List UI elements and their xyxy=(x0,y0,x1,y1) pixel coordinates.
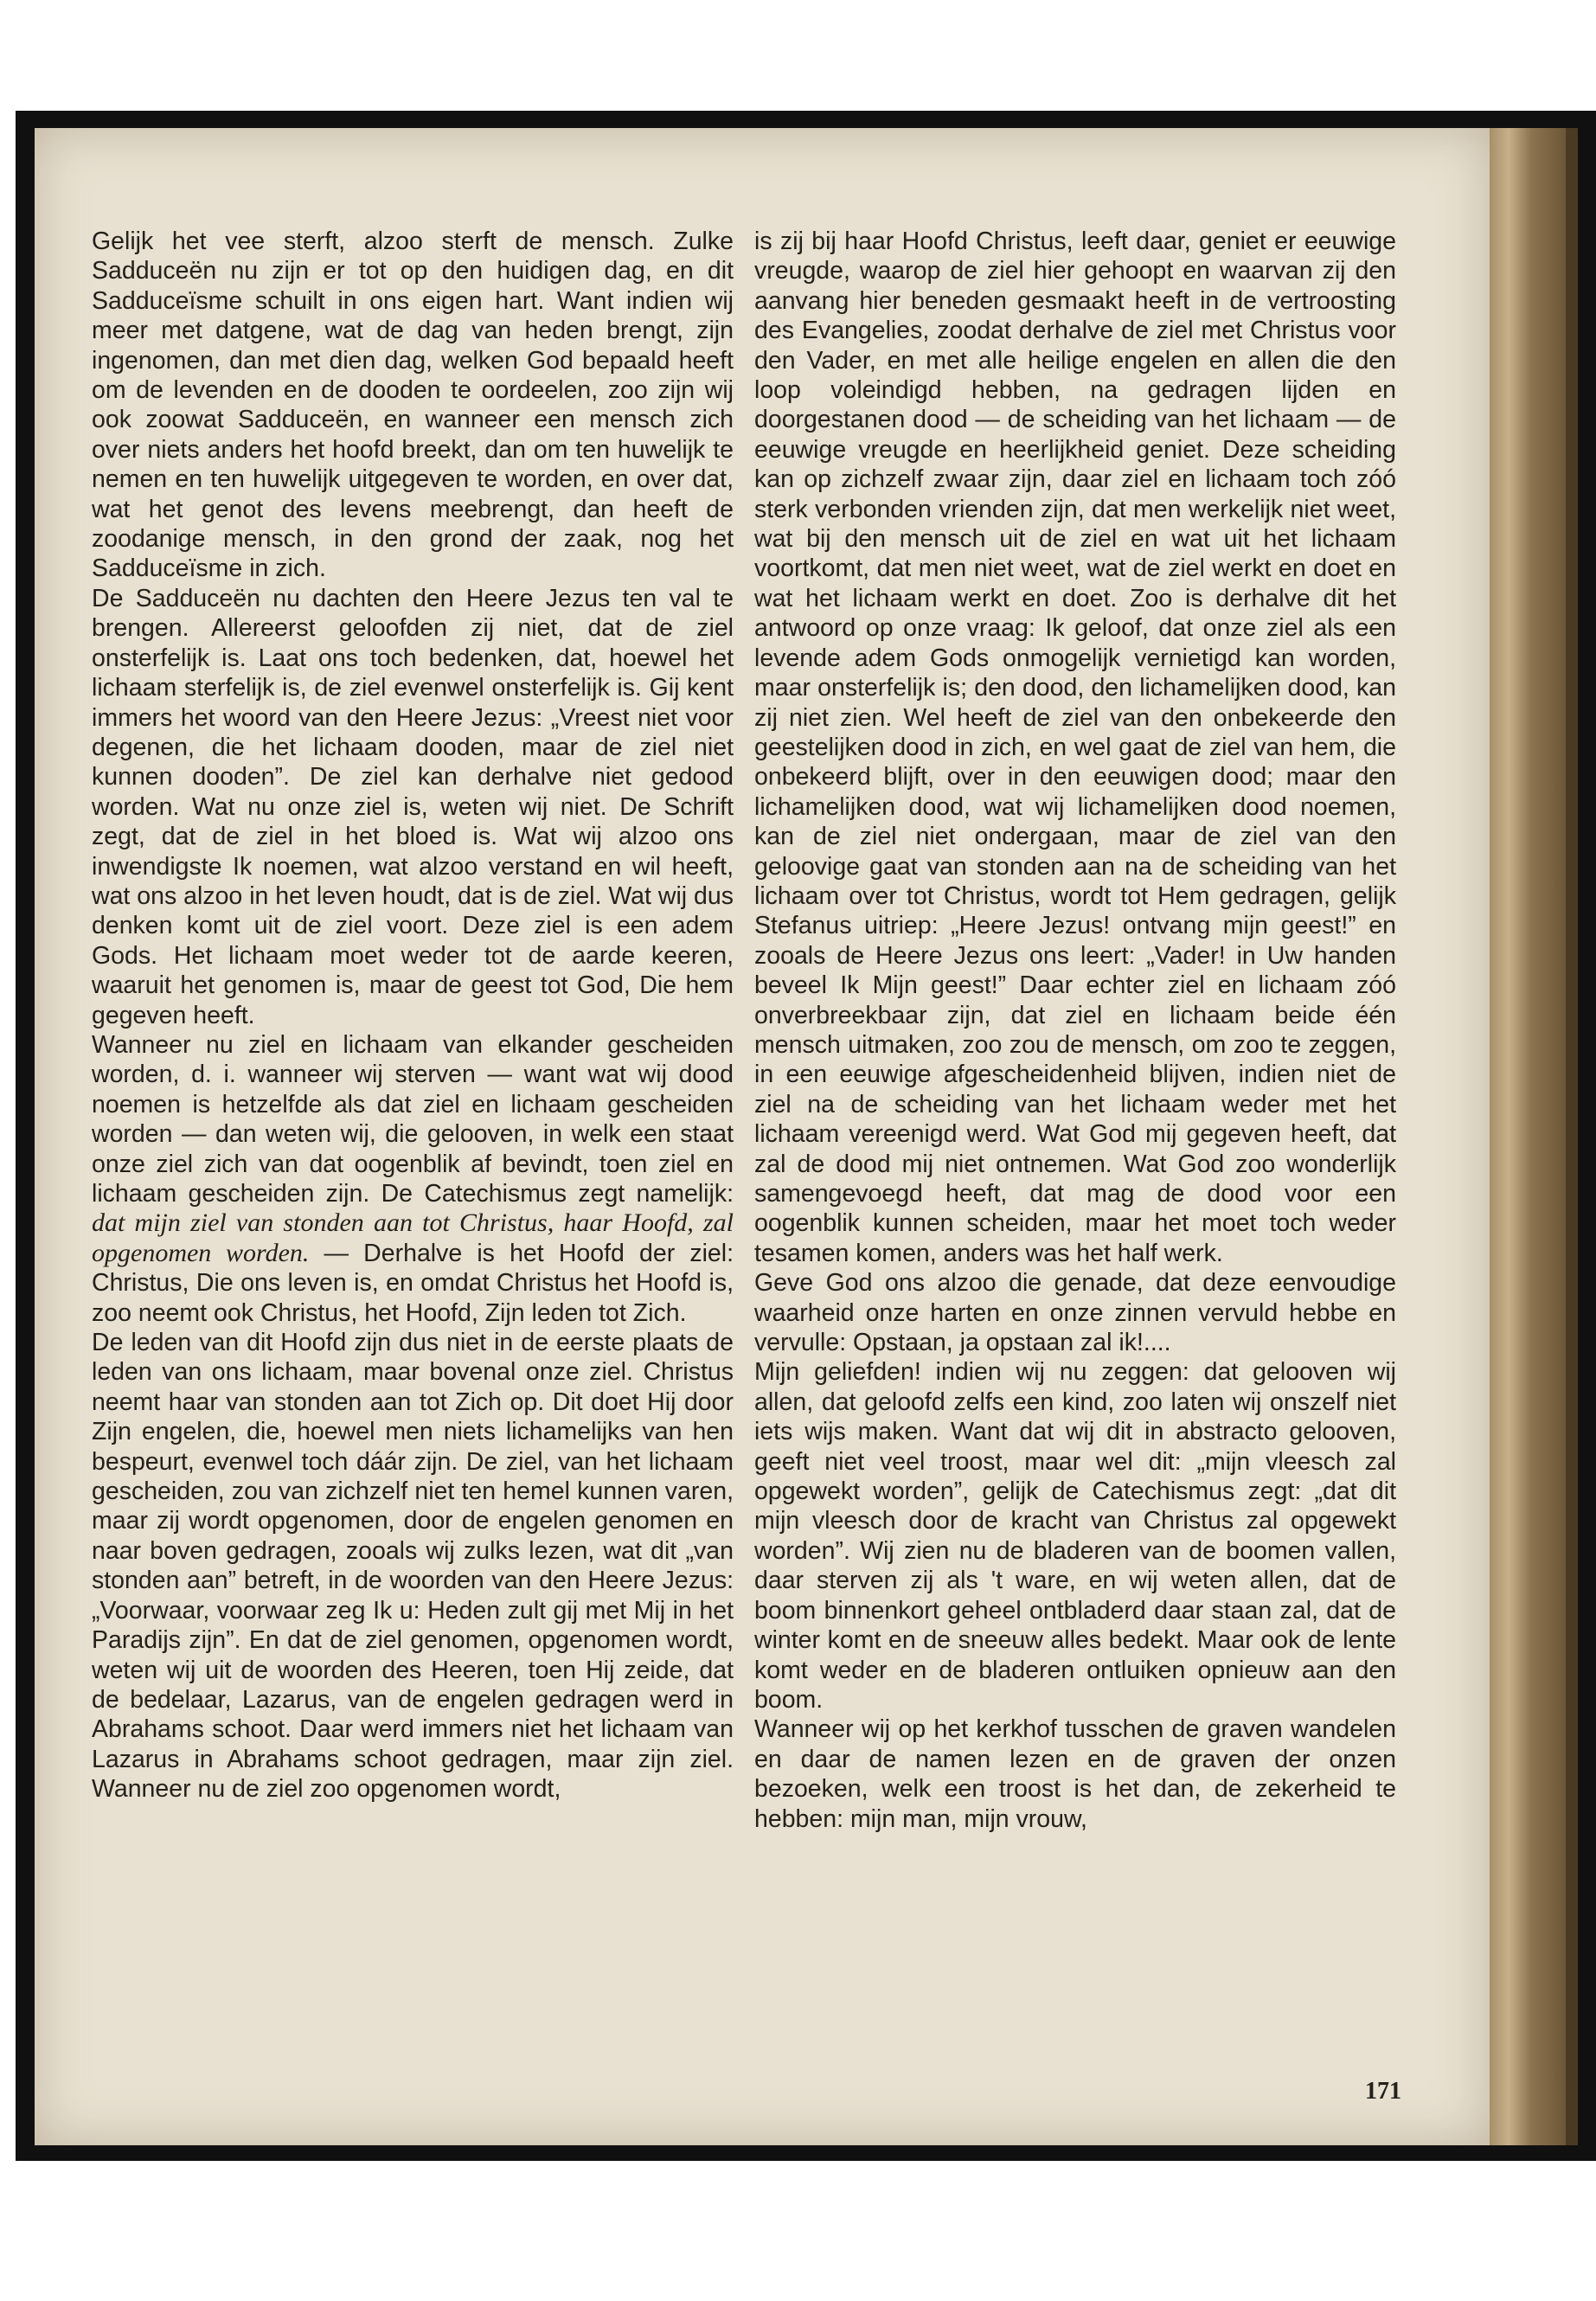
paragraph: Wanneer wij op het kerkhof tusschen de graven wandelen en daar de namen lezen en de graven der onzen bezoeken, welk een troost is het dan, de zekerheid te hebben: mijn man, mijn vrouw, xyxy=(754,1715,1396,1833)
right-text-column xyxy=(754,227,1396,1834)
paragraph: is zij bij haar Hoofd Christus, leeft daar, geniet er eeuwige vreugde, waarop de ziel hier gehoopt en waarvan zij den aanvang hier beneden gesmaakt heeft in de vertroosting des Evangelies, zoodat derhalve de ziel met Christus voor den Vader, en met alle heilige engelen en allen die den loop voleindigd hebben, na gedragen lijden en doorgestanen dood — de scheiding van het lichaam — de eeuwige vreugde en heerlijkheid geniet. Deze scheiding kan op zichzelf zwaar zijn, daar ziel en lichaam toch zóó sterk verbonden vrienden zijn, dat men werkelijk niet weet, wat bij den mensch uit de ziel en wat uit het lichaam voortkomt, dat men niet weet, wat de ziel werkt en doet en wat het lichaam werkt en doet. Zoo is derhalve dit het antwoord op onze vraag: Ik geloof, dat onze ziel als een levende adem Gods onmogelijk vernietigd kan worden, maar onsterfelijk is; den dood, den lichamelijken dood, kan zij niet zien. Wel heeft de ziel van den onbekeerde den geestelijken dood in zich, en wel gaat de ziel van hem, die onbekeerd blijft, over in den eeuwigen dood; maar den lichamelijken dood, wat wij lichamelijken dood noemen, kan de ziel niet ondergaan, maar de ziel van den geloovige gaat van stonden aan na de scheiding van het lichaam over tot Christus, wordt tot Hem gedragen, gelijk Stefanus uitriep: „Heere Jezus! ontvang mijn geest!” en zooals de Heere Jezus ons leert: „Vader! in Uw handen beveel Ik Mijn geest!” Daar echter ziel en lichaam zóó onverbreekbaar zijn, dat ziel en lichaam beide één mensch uitmaken, zoo zou de mensch, om zoo te zeggen, in een eeuwige afgescheidenheid blijven, indien niet de ziel na de scheiding van het lichaam weder met het lichaam vereenigd werd. Wat God mij gegeven heeft, dat zal de dood mij niet ontnemen. Wat God zoo wonderlijk samengevoegd heeft, dat mag de dood voor een oogenblik kunnen scheiden, maar het moet toch weder tesamen komen, anders was het half werk. xyxy=(754,228,1396,1267)
left-text-column xyxy=(92,227,734,1804)
page-number: 171 xyxy=(1365,2078,1401,2105)
paragraph: Mijn geliefden! indien wij nu zeggen: dat gelooven wij allen, dat geloofd zelfs een kind, zoo laten wij onszelf niet iets wijs maken. Want dat wij dit in abstracto gelooven, geeft niet veel troost, maar wel dit: „mijn vleesch zal opgewekt worden”, gelijk de Catechismus zegt: „dat dit mijn vleesch door de kracht van Christus zal opgewekt worden”. Wij zien nu de bladeren van de boomen vallen, daar sterven zij als 't ware, en wij weten allen, dat de boom binnenkort geheel ontbladerd daar staan zal, dat de winter komt en de sneeuw alles bedekt. Maar ook de lente komt weder en de bladeren ontluiken opnieuw aan den boom. xyxy=(754,1358,1396,1714)
catechism-quote: dat mijn ziel van stonden aan tot Christus, haar Hoofd, zal opgenomen worden. xyxy=(92,1208,734,1267)
paragraph: Geve God ons alzoo die genade, dat deze eenvoudige waarheid onze harten en onze zinnen vervuld hebbe en vervulle: Opstaan, ja opstaan zal ik!.... xyxy=(754,1269,1396,1357)
paragraph-text: — Derhalve is het Hoofd der ziel: Christus, Die ons leven is, en omdat Christus het Hoofd is, zoo neemt ook Christus, het Hoofd, Zijn leden tot Zich. xyxy=(92,1239,734,1327)
paragraph-text: Wanneer nu ziel en lichaam van elkander gescheiden worden, d. i. wanneer wij sterven — want wat wij dood noemen is hetzelfde als dat ziel en lichaam gescheiden worden — dan weten wij, die gelooven, in welk een staat onze ziel zich van dat oogenblik af bevindt, toen ziel en lichaam gescheiden zijn. De Catechismus zegt namelijk: xyxy=(92,1030,734,1208)
paragraph: Gelijk het vee sterft, alzoo sterft de mensch. Zulke Sadduceën nu zijn er tot op den huidigen dag, en dit Sadduceïsme schuilt in ons eigen hart. Want indien wij meer met datgene, wat de dag van heden brengt, zijn ingenomen, dan met dien dag, welken God bepaald heeft om de levenden en de dooden te oordeelen, zoo zijn wij ook zoowat Sadduceën, en wanneer een mensch zich over niets anders het hoofd breekt, dan om ten huwelijk te nemen en ten huwelijk uitgegeven te worden, en over dat, wat het genot des levens meebrengt, dan heeft de zoodanige mensch, in den grond der zaak, nog het Sadduceïsme in zich. xyxy=(92,228,734,583)
book-spine xyxy=(1490,128,1566,2145)
book-edge xyxy=(1566,128,1578,2145)
paragraph xyxy=(92,1030,734,1328)
paragraph: De Sadduceën nu dachten den Heere Jezus ten val te brengen. Allereerst geloofden zij niet, dat de ziel onsterfelijk is. Laat ons toch bedenken, dat, hoewel het lichaam sterfelijk is, de ziel evenwel onsterfelijk is. Gij kent immers het woord van den Heere Jezus: „Vreest niet voor degenen, die het lichaam dooden, maar de ziel niet kunnen dooden”. De ziel kan derhalve niet gedood worden. Wat nu onze ziel is, weten wij niet. De Schrift zegt, dat de ziel in het bloed is. Wat wij alzoo ons inwendigste Ik noemen, wat alzoo verstand en wil heeft, wat ons alzoo in het leven houdt, dat is de ziel. Wat wij dus denken komt uit de ziel voort. Deze ziel is een adem Gods. Het lichaam moet weder tot de aarde keeren, waaruit het genomen is, maar de geest tot God, Die hem gegeven heeft. xyxy=(92,584,734,1029)
paragraph: De leden van dit Hoofd zijn dus niet in de eerste plaats de leden van ons lichaam, maar bovenal onze ziel. Christus neemt haar van stonden aan tot Zich op. Dit doet Hij door Zijn engelen, die, hoewel men niets lichamelijks van hen bespeurt, evenwel toch dáár zijn. De ziel, van het lichaam gescheiden, zou van zichzelf niet ten hemel kunnen varen, maar zij wordt opgenomen, door de engelen genomen en naar boven gedragen, zooals wij zulks lezen, wat dit „van stonden aan” betreft, in de woorden van den Heere Jezus: „Voorwaar, voorwaar zeg Ik u: Heden zult gij met Mij in het Paradijs zijn”. En dat de ziel genomen, opgenomen wordt, weten wij uit de woorden des Heeren, toen Hij zeide, dat de bedelaar, Lazarus, van de engelen gedragen werd in Abrahams schoot. Daar werd immers niet het lichaam van Lazarus in Abrahams schoot gedragen, maar zijn ziel. Wanneer nu de ziel zoo opgenomen wordt, xyxy=(92,1329,734,1804)
